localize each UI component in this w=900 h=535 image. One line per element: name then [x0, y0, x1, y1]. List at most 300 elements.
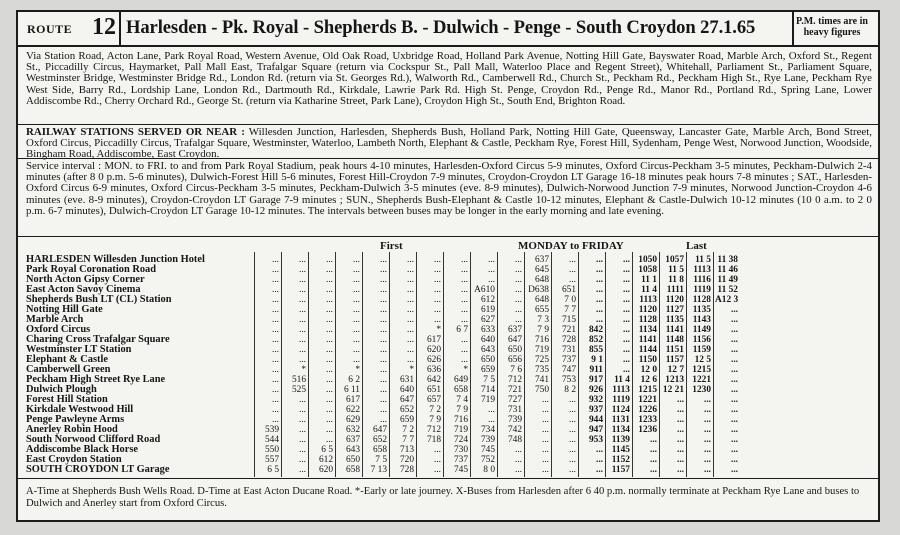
- time-cell: 637: [507, 325, 522, 335]
- time-cell: ...: [568, 405, 576, 415]
- time-cell: ...: [379, 275, 387, 285]
- column-divider: [254, 252, 255, 477]
- time-cell: 1131: [611, 415, 630, 425]
- time-cell: ...: [406, 315, 414, 325]
- time-cell: ...: [460, 285, 468, 295]
- time-cell: ...: [487, 265, 495, 275]
- time-cell: 852: [588, 335, 603, 345]
- time-cell: ...: [379, 325, 387, 335]
- time-cell: A12 3: [715, 295, 739, 305]
- time-cell: 1135: [692, 305, 711, 315]
- days-label: MONDAY to FRIDAY: [518, 240, 624, 252]
- time-cell: 647: [507, 335, 522, 345]
- time-cell: 539: [264, 425, 279, 435]
- time-cell: ...: [622, 265, 630, 275]
- time-cell: ...: [352, 295, 360, 305]
- time-cell: 748: [507, 435, 522, 445]
- time-cell: ...: [730, 425, 738, 435]
- time-cell: 728: [399, 465, 414, 475]
- time-cell: ...: [271, 335, 279, 345]
- time-cell: ...: [379, 335, 387, 345]
- time-cell: 1113: [693, 265, 711, 275]
- time-cell: ...: [298, 345, 306, 355]
- time-cell: ...: [271, 375, 279, 385]
- time-cell: 11 38: [717, 255, 738, 265]
- time-cell: ...: [730, 335, 738, 345]
- time-cell: ...: [379, 345, 387, 355]
- time-cell: 643: [345, 445, 360, 455]
- time-cell: 640: [480, 335, 495, 345]
- timetable-page: [16, 10, 880, 522]
- time-cell: 932: [588, 395, 603, 405]
- time-cell: ...: [595, 285, 603, 295]
- route-title: Harlesden - Pk. Royal - Shepherds B. - Dulwich - Penge - South Croydon 27.1.65: [126, 17, 756, 38]
- time-cell: ...: [325, 345, 333, 355]
- time-cell: ...: [325, 335, 333, 345]
- time-cell: ...: [595, 315, 603, 325]
- column-divider: [686, 252, 687, 477]
- first-label: First: [380, 240, 403, 252]
- time-cell: ...: [622, 365, 630, 375]
- column-divider: [416, 252, 417, 477]
- time-cell: ...: [568, 465, 576, 475]
- stop-name: SOUTH CROYDON LT Garage: [26, 464, 170, 475]
- section-rule: [18, 478, 878, 479]
- time-cell: 737: [453, 455, 468, 465]
- time-cell: 727: [507, 395, 522, 405]
- stop-name: East Croydon Station: [26, 454, 122, 465]
- time-cell: ...: [676, 465, 684, 475]
- time-cell: ...: [352, 325, 360, 335]
- time-cell: ...: [568, 265, 576, 275]
- time-cell: ...: [568, 425, 576, 435]
- time-cell: ...: [460, 315, 468, 325]
- time-cell: ...: [541, 405, 549, 415]
- time-cell: ...: [379, 375, 387, 385]
- railway-stations: [26, 127, 872, 161]
- time-cell: ...: [676, 445, 684, 455]
- stop-name: Oxford Circus: [26, 324, 91, 335]
- section-rule: [18, 236, 878, 237]
- time-cell: ...: [271, 265, 279, 275]
- stop-name: Park Royal Coronation Road: [26, 264, 156, 275]
- column-divider: [605, 252, 606, 477]
- time-cell: ...: [433, 255, 441, 265]
- time-cell: 9 1: [591, 355, 603, 365]
- pm-note: P.M. times are in heavy figures: [796, 16, 868, 38]
- time-cell: 1111: [666, 285, 684, 295]
- time-cell: 745: [480, 445, 495, 455]
- time-cell: ...: [325, 415, 333, 425]
- time-cell: ...: [406, 325, 414, 335]
- time-cell: 632: [345, 425, 360, 435]
- time-cell: ...: [298, 465, 306, 475]
- time-cell: ...: [298, 435, 306, 445]
- time-cell: 714: [480, 385, 495, 395]
- route-label: ROUTE: [27, 22, 73, 36]
- time-cell: 1144: [638, 345, 657, 355]
- time-cell: ...: [379, 395, 387, 405]
- stop-name: Shepherds Bush LT (CL) Station: [26, 294, 172, 305]
- time-cell: 6 2: [348, 375, 360, 385]
- time-cell: ...: [271, 385, 279, 395]
- time-cell: 7 2: [429, 405, 441, 415]
- stop-name: Westminster LT Station: [26, 344, 132, 355]
- footnote: A-Time at Shepherds Bush Wells Road. D-Time at East Acton Ducane Road. *-Early or late journey. X-Buses from Harlesden after 6 40 p.m. normally terminate at Peckham Rye Lane and buses to Dulwich and Anerley start from Oxford Circus.: [26, 486, 860, 509]
- time-cell: 11 52: [717, 285, 738, 295]
- time-cell: 719: [534, 345, 549, 355]
- time-cell: 1215: [638, 385, 657, 395]
- time-cell: ...: [514, 255, 522, 265]
- time-cell: ...: [460, 305, 468, 315]
- time-cell: ...: [568, 255, 576, 265]
- time-cell: ...: [676, 435, 684, 445]
- time-cell: 7 5: [483, 375, 495, 385]
- time-cell: 1215: [692, 365, 711, 375]
- time-cell: 715: [561, 315, 576, 325]
- time-cell: 1141: [638, 335, 657, 345]
- time-cell: ...: [514, 315, 522, 325]
- time-cell: 1148: [665, 335, 684, 345]
- time-cell: ...: [541, 445, 549, 455]
- time-cell: 747: [561, 365, 576, 375]
- stop-name: Elephant & Castle: [26, 354, 108, 365]
- time-cell: 855: [588, 345, 603, 355]
- time-cell: ...: [325, 365, 333, 375]
- time-cell: ...: [622, 325, 630, 335]
- time-cell: ...: [703, 465, 711, 475]
- time-cell: ...: [622, 335, 630, 345]
- time-cell: *: [355, 365, 360, 375]
- time-cell: ...: [568, 415, 576, 425]
- time-cell: 619: [480, 305, 495, 315]
- stop-name: East Acton Savoy Cinema: [26, 284, 141, 295]
- time-cell: 7 3: [537, 315, 549, 325]
- time-cell: 642: [426, 375, 441, 385]
- time-cell: ...: [649, 455, 657, 465]
- route-header: [18, 12, 878, 47]
- time-cell: ...: [352, 335, 360, 345]
- time-cell: ...: [325, 315, 333, 325]
- time-cell: ...: [595, 295, 603, 305]
- time-cell: 12 6: [640, 375, 657, 385]
- time-cell: ...: [676, 415, 684, 425]
- time-cell: ...: [487, 255, 495, 265]
- time-cell: ...: [271, 315, 279, 325]
- time-cell: 721: [507, 385, 522, 395]
- column-divider: [713, 252, 714, 477]
- time-cell: ...: [595, 445, 603, 455]
- time-cell: ...: [433, 305, 441, 315]
- time-cell: ...: [622, 255, 630, 265]
- time-cell: ...: [271, 355, 279, 365]
- stop-name: South Norwood Clifford Road: [26, 434, 161, 445]
- time-cell: ...: [568, 455, 576, 465]
- time-cell: ...: [730, 345, 738, 355]
- time-cell: ...: [379, 415, 387, 425]
- time-cell: *: [463, 365, 468, 375]
- time-cell: 651: [561, 285, 576, 295]
- time-cell: 557: [264, 455, 279, 465]
- time-cell: 926: [588, 385, 603, 395]
- time-cell: ...: [433, 265, 441, 275]
- time-cell: 719: [453, 425, 468, 435]
- time-cell: 1150: [638, 355, 657, 365]
- time-cell: ...: [271, 365, 279, 375]
- time-cell: 1141: [665, 325, 684, 335]
- time-cell: 550: [264, 445, 279, 455]
- time-cell: ...: [298, 255, 306, 265]
- time-cell: ...: [460, 355, 468, 365]
- column-divider: [524, 252, 525, 477]
- time-cell: 716: [453, 415, 468, 425]
- time-cell: 658: [453, 385, 468, 395]
- time-cell: ...: [514, 295, 522, 305]
- time-cell: ...: [325, 405, 333, 415]
- time-cell: ...: [622, 285, 630, 295]
- time-cell: ...: [298, 395, 306, 405]
- stop-name: Kirkdale Westwood Hill: [26, 404, 134, 415]
- time-cell: ...: [406, 275, 414, 285]
- time-cell: ...: [325, 305, 333, 315]
- time-cell: 7 7: [564, 305, 576, 315]
- time-cell: ...: [298, 445, 306, 455]
- time-cell: ...: [298, 425, 306, 435]
- time-cell: ...: [514, 445, 522, 455]
- time-cell: 737: [561, 355, 576, 365]
- column-divider: [281, 252, 282, 477]
- time-cell: ...: [379, 255, 387, 265]
- time-cell: ...: [730, 305, 738, 315]
- time-cell: ...: [460, 265, 468, 275]
- stop-name: Addiscombe Black Horse: [26, 444, 138, 455]
- time-cell: 633: [480, 325, 495, 335]
- time-cell: ...: [325, 275, 333, 285]
- time-cell: ...: [676, 455, 684, 465]
- time-cell: 7 9: [429, 415, 441, 425]
- stop-name: Peckham High Street Rye Lane: [26, 374, 166, 385]
- time-cell: ...: [595, 255, 603, 265]
- time-cell: ...: [325, 375, 333, 385]
- time-cell: ...: [271, 295, 279, 305]
- time-cell: 8 0: [483, 465, 495, 475]
- time-cell: ...: [325, 355, 333, 365]
- time-cell: 750: [534, 385, 549, 395]
- column-divider: [470, 252, 471, 477]
- time-cell: 637: [534, 255, 549, 265]
- time-cell: ...: [460, 295, 468, 305]
- route-description: Via Station Road, Acton Lane, Park Royal Road, Western Avenue, Old Oak Road, Uxbridge Road, Holland Park Avenue, Notting Hill Gate, Bayswater Road, Marble Arch, Oxford St., Regent St., Piccadilly Circus, Haymarket, Pall Mall East, Trafalgar Square (return via Cockspur St., Pall Mall, Waterloo Place and Regent Street), Whitehall, Parliament St., Parliament Square, Westminster Bridge, Westminster Bridge Rd., London Rd. (return via St. Georges Rd.), Walworth Rd., Camberwell Rd., Church St., Peckham Rd., Peckham High St., Rye Lane, Peckham Rye West Side, Barry Rd., Lordship Lane, London Rd., Dartmouth Rd., Kirkdale, Lawrie Park Rd. High St. Penge, Croydon Rd., Penge Rd., Manor Rd., Portland Rd., Spring Lane, Lower Addiscombe Rd., Cherry Orchard Rd., George St. (return via Katharine Street, Park Lane), Croydon High St., South End, Brighton Road.: [26, 50, 872, 107]
- time-cell: ...: [595, 275, 603, 285]
- time-cell: ...: [352, 355, 360, 365]
- time-cell: ...: [676, 405, 684, 415]
- time-cell: 7 0: [564, 295, 576, 305]
- time-cell: ...: [730, 405, 738, 415]
- time-cell: ...: [298, 335, 306, 345]
- time-cell: ...: [730, 435, 738, 445]
- time-cell: A610: [474, 285, 495, 295]
- time-cell: 735: [534, 365, 549, 375]
- time-cell: 652: [372, 435, 387, 445]
- time-cell: 1116: [693, 275, 711, 285]
- time-cell: ...: [298, 455, 306, 465]
- time-cell: 753: [561, 375, 576, 385]
- time-cell: 656: [507, 355, 522, 365]
- time-cell: 1156: [692, 335, 711, 345]
- time-cell: 7 4: [456, 395, 468, 405]
- time-cell: 1050: [638, 255, 657, 265]
- time-cell: 658: [345, 465, 360, 475]
- time-cell: *: [301, 365, 306, 375]
- time-cell: ...: [703, 415, 711, 425]
- time-cell: 1113: [639, 295, 657, 305]
- time-cell: 1213: [665, 375, 684, 385]
- time-cell: 11 1: [641, 275, 657, 285]
- time-cell: 647: [372, 425, 387, 435]
- time-cell: ...: [595, 305, 603, 315]
- time-cell: ...: [271, 345, 279, 355]
- time-cell: 636: [426, 365, 441, 375]
- time-cell: ...: [460, 275, 468, 285]
- time-cell: ...: [406, 265, 414, 275]
- time-cell: 953: [588, 435, 603, 445]
- time-cell: ...: [730, 445, 738, 455]
- time-cell: D638: [528, 285, 549, 295]
- time-cell: 12 21: [662, 385, 684, 395]
- time-cell: ...: [298, 305, 306, 315]
- time-cell: ...: [406, 295, 414, 305]
- time-cell: ...: [730, 465, 738, 475]
- time-cell: 947: [588, 425, 603, 435]
- time-cell: 917: [588, 375, 603, 385]
- time-cell: 1119: [693, 285, 711, 295]
- time-cell: 1157: [665, 355, 684, 365]
- time-cell: ...: [271, 415, 279, 425]
- time-cell: 1128: [638, 315, 657, 325]
- stop-name: HARLESDEN Willesden Junction Hotel: [26, 254, 205, 265]
- time-cell: ...: [595, 465, 603, 475]
- time-cell: ...: [325, 395, 333, 405]
- time-cell: ...: [298, 315, 306, 325]
- time-cell: 637: [345, 435, 360, 445]
- time-cell: ...: [379, 315, 387, 325]
- time-cell: ...: [352, 265, 360, 275]
- route-number: 12: [92, 14, 116, 40]
- time-cell: 1151: [665, 345, 684, 355]
- time-cell: 730: [453, 445, 468, 455]
- time-cell: 1236: [638, 425, 657, 435]
- time-cell: 640: [399, 385, 414, 395]
- column-divider: [362, 252, 363, 477]
- time-cell: ...: [433, 285, 441, 295]
- time-cell: 728: [561, 335, 576, 345]
- time-cell: ...: [541, 425, 549, 435]
- time-cell: ...: [460, 335, 468, 345]
- time-cell: 1221: [692, 375, 711, 385]
- time-cell: ...: [298, 275, 306, 285]
- time-cell: 1221: [638, 395, 657, 405]
- time-cell: 7 6: [510, 365, 522, 375]
- time-cell: 612: [318, 455, 333, 465]
- time-cell: ...: [622, 355, 630, 365]
- time-cell: ...: [298, 325, 306, 335]
- time-cell: 731: [561, 345, 576, 355]
- time-cell: ...: [568, 275, 576, 285]
- time-cell: 7 9: [456, 405, 468, 415]
- time-cell: ...: [352, 345, 360, 355]
- railway-text: Willesden Junction, Harlesden, Shepherds Bush, Holland Park, Notting Hill Gate, Queensway, Lancaster Gate, Marble Arch, Bond Street, Oxford Circus, Piccadilly Circus, Trafalgar Square, Westminster, Waterloo, Lambeth North, Elephant & Castle, Peckham Rye, Forest Hill, Sydenham, Penge West, Norwood Junction, Woodside, Bingham Road, Addiscombe, East Croydon.: [26, 126, 873, 161]
- stop-name: North Acton Gipsy Corner: [26, 274, 145, 285]
- time-cell: 739: [480, 435, 495, 445]
- time-cell: 937: [588, 405, 603, 415]
- time-cell: 734: [480, 425, 495, 435]
- time-cell: 12 5: [694, 355, 711, 365]
- time-cell: 1145: [611, 445, 630, 455]
- time-cell: ...: [325, 265, 333, 275]
- time-cell: 650: [480, 355, 495, 365]
- time-cell: ...: [352, 285, 360, 295]
- column-divider: [578, 252, 579, 477]
- time-cell: ...: [379, 295, 387, 305]
- time-cell: ...: [379, 365, 387, 375]
- time-cell: 720: [399, 455, 414, 465]
- time-cell: ...: [298, 295, 306, 305]
- time-cell: 655: [534, 305, 549, 315]
- time-cell: ...: [298, 415, 306, 425]
- time-cell: ...: [271, 305, 279, 315]
- time-cell: ...: [379, 285, 387, 295]
- time-cell: ...: [514, 465, 522, 475]
- time-cell: ...: [325, 295, 333, 305]
- time-cell: 629: [345, 415, 360, 425]
- time-cell: ...: [298, 285, 306, 295]
- time-cell: ...: [703, 435, 711, 445]
- time-cell: 7 2: [402, 425, 414, 435]
- time-cell: 659: [399, 415, 414, 425]
- column-divider: [659, 252, 660, 477]
- time-cell: ...: [649, 435, 657, 445]
- time-cell: ...: [730, 325, 738, 335]
- time-cell: ...: [622, 345, 630, 355]
- time-cell: 911: [589, 365, 603, 375]
- time-cell: 11 49: [717, 275, 738, 285]
- time-cell: ...: [595, 265, 603, 275]
- time-cell: 842: [588, 325, 603, 335]
- time-cell: ...: [622, 305, 630, 315]
- column-divider: [551, 252, 552, 477]
- time-cell: ...: [406, 285, 414, 295]
- time-cell: ...: [352, 275, 360, 285]
- time-cell: 645: [534, 265, 549, 275]
- section-rule: [18, 124, 878, 125]
- time-cell: 1159: [692, 345, 711, 355]
- time-cell: 1134: [611, 425, 630, 435]
- time-cell: 643: [480, 345, 495, 355]
- time-cell: ...: [298, 405, 306, 415]
- time-cell: *: [409, 365, 414, 375]
- time-cell: ...: [271, 285, 279, 295]
- time-cell: ...: [433, 315, 441, 325]
- time-cell: ...: [379, 265, 387, 275]
- time-cell: ...: [433, 275, 441, 285]
- time-cell: 647: [399, 395, 414, 405]
- time-cell: 731: [507, 405, 522, 415]
- time-cell: ...: [730, 375, 738, 385]
- time-cell: ...: [379, 305, 387, 315]
- time-cell: ...: [622, 295, 630, 305]
- time-cell: 718: [426, 435, 441, 445]
- time-cell: ...: [541, 455, 549, 465]
